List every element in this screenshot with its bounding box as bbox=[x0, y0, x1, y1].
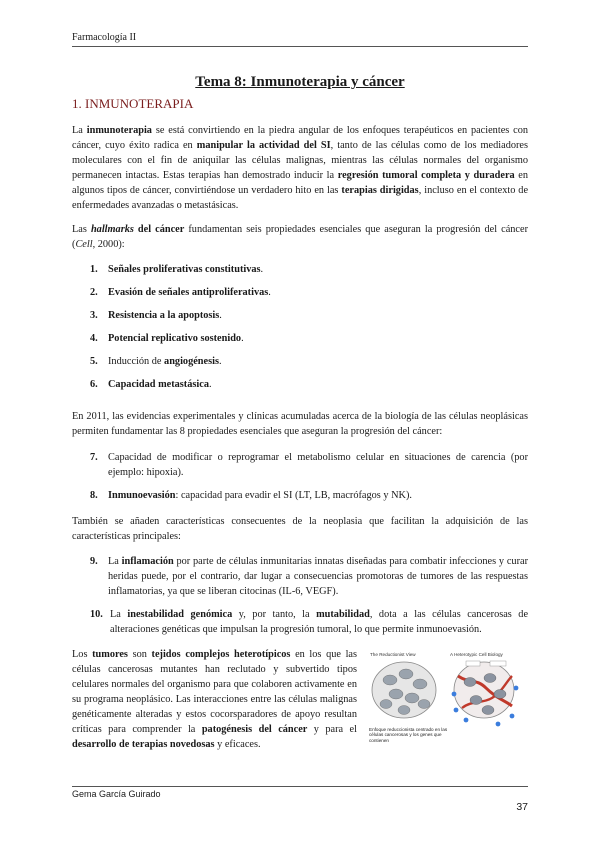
text: , tanto de las células como de los mediadores moleculares con el fin de aniquilar las células malignas, mientras las células normales del organismo permanecen intactas. Estas terapias han demostrado inducir la bbox=[72, 140, 528, 181]
text: La bbox=[72, 125, 87, 136]
list-term: Resistencia a la apoptosis bbox=[108, 310, 220, 321]
list-number: 2. bbox=[90, 287, 98, 298]
text: en algunos tipos de cáncer, convirtiéndose un verdadero hito en las bbox=[72, 170, 529, 196]
list-number: 9. bbox=[90, 556, 98, 567]
list-term: Evasión de señales antiproliferativas bbox=[108, 287, 269, 298]
list-number: 1. bbox=[90, 264, 98, 275]
paragraph-hallmarks bbox=[72, 222, 528, 252]
text: fundamentan seis propiedades esenciales que aseguran la progresión del cáncer ( bbox=[72, 224, 528, 250]
list-number: 7. bbox=[90, 452, 98, 463]
list-item: 5. Inducción de angiogénesis. bbox=[90, 356, 222, 367]
figure-caption: Enfoque reduccionista centrado en las células cancerosas y los genes que contienen bbox=[369, 727, 448, 743]
figure-right-title: A Heterotypic Cell Biology bbox=[450, 652, 503, 657]
figure-left-title: The Reductionist View bbox=[370, 652, 416, 657]
footer-author: Gema García Guirado bbox=[72, 789, 161, 799]
journal-name: Cell bbox=[75, 239, 93, 250]
term-terapias-novedosas: desarrollo de terapias novedosas bbox=[72, 739, 215, 750]
list-item: 10. La inestabilidad genómica y, por tanto, la mutabilidad, dota a las células cancerosas de alteraciones genéticas que impulsan la progresión tumoral, lo que permite inmunoevasión. bbox=[90, 609, 529, 635]
heterotypic-cell-cluster bbox=[452, 661, 519, 726]
section-heading: 1. INMUNOTERAPIA bbox=[72, 96, 194, 111]
text: Las bbox=[72, 224, 91, 235]
list-number: 3. bbox=[90, 310, 98, 321]
list-term: Potencial replicativo sostenido bbox=[108, 333, 242, 344]
term-tumores: tumores bbox=[92, 649, 128, 660]
list-item: 8. Inmunoevasión: capacidad para evadir el SI (LT, LB, macrófagos y NK). bbox=[90, 490, 412, 501]
list-item: 6. Capacidad metastásica. bbox=[90, 379, 212, 390]
list-7-8 bbox=[90, 450, 528, 503]
list-term: angiogénesis bbox=[164, 356, 219, 367]
paragraph-adicionales: También se añaden características consecuentes de la neoplasia que facilitan la adquisición de las características principales: bbox=[72, 516, 528, 542]
list-number: 6. bbox=[90, 379, 98, 390]
term-patogenesis: patogénesis del cáncer bbox=[201, 724, 308, 735]
header-rule bbox=[72, 46, 528, 47]
paragraph-tumores: Los tumores son tejidos complejos heterotípicos en los que las células cancerosas mutantes han reclutado y subvertido tipos celulares normales del organismo para que colaboren activamente en su programa neoplásico. Las interacciones entre las células malignas genéticamente alteradas y estos cocorsparadores de apoyo resultan críticas para comprender la patogénesis del cáncer y para el desarrollo de terapias novedosas y eficaces. bbox=[72, 649, 358, 750]
list-item: 4. Potencial replicativo sostenido. bbox=[90, 333, 244, 344]
list-term: Inmunoevasión bbox=[108, 490, 176, 501]
term-inmunoterapia: inmunoterapia bbox=[86, 125, 152, 136]
list-term: Señales proliferativas constitutivas bbox=[108, 264, 261, 275]
list-item: 2. Evasión de señales antiproliferativas. bbox=[90, 287, 271, 298]
text: , 2000): bbox=[92, 239, 125, 250]
term-tejidos-heterotipicos: tejidos complejos heterotípicos bbox=[151, 649, 291, 660]
term-hallmarks: hallmarks bbox=[90, 224, 134, 235]
list-item: 7. Capacidad de modificar o reprogramar el metabolismo celular en situaciones de carencia (por ejemplo: hipoxia). bbox=[90, 452, 528, 478]
term-manipular-si: manipular la actividad del SI bbox=[196, 140, 331, 151]
list-term: Capacidad metastásica bbox=[108, 379, 209, 390]
list-term: inflamación bbox=[121, 556, 174, 567]
footer-rule bbox=[72, 786, 528, 787]
term-regresion: regresión tumoral completa y duradera bbox=[337, 170, 515, 181]
list-number: 4. bbox=[90, 333, 98, 344]
list-term: mutabilidad bbox=[316, 609, 370, 620]
figure-caption-wrap bbox=[369, 727, 449, 749]
tumor-figure bbox=[366, 648, 526, 752]
list-number: 5. bbox=[90, 356, 98, 367]
term-del-cancer: del cáncer bbox=[133, 224, 185, 235]
paragraph-intro bbox=[72, 123, 528, 213]
paragraph-2011: En 2011, las evidencias experimentales y clínicas acumuladas acerca de la biología de las células neoplásicas permiten fundamentar las 8 propiedades esenciales que aseguran la progresión del cáncer: bbox=[72, 411, 528, 437]
reductionist-cell-cluster bbox=[372, 662, 436, 718]
list-item: 1. Señales proliferativas constitutivas. bbox=[90, 264, 264, 275]
page-number: 37 bbox=[516, 801, 528, 813]
running-header: Farmacología II bbox=[72, 32, 137, 43]
text: , incluso en el contexto de enfermedades avanzadas o metastásicas. bbox=[72, 185, 529, 211]
list-number: 10. bbox=[90, 609, 103, 620]
list-term: inestabilidad genómica bbox=[127, 609, 233, 620]
term-terapias-dirigidas: terapias dirigidas bbox=[341, 185, 419, 196]
page-title: Tema 8: Inmunoterapia y cáncer bbox=[195, 74, 405, 90]
hallmarks-list bbox=[90, 262, 528, 392]
list-number: 8. bbox=[90, 490, 98, 501]
list-item: 9. La inflamación por parte de células inmunitarias innatas diseñadas para combatir infecciones y curar heridas puede, por el contrario, dar lugar a consecuencias promotoras de tumores de las respuestas inflamatorias, ya que se liberan citocinas (IL-6, VEGF). bbox=[90, 556, 528, 597]
list-item: 3. Resistencia a la apoptosis. bbox=[90, 310, 222, 321]
text: se está convirtiendo en la piedra angular de los enfoques terapéuticos en pacientes con cáncer, cuyo éxito radica en bbox=[72, 125, 529, 151]
list-9-10 bbox=[90, 554, 528, 637]
